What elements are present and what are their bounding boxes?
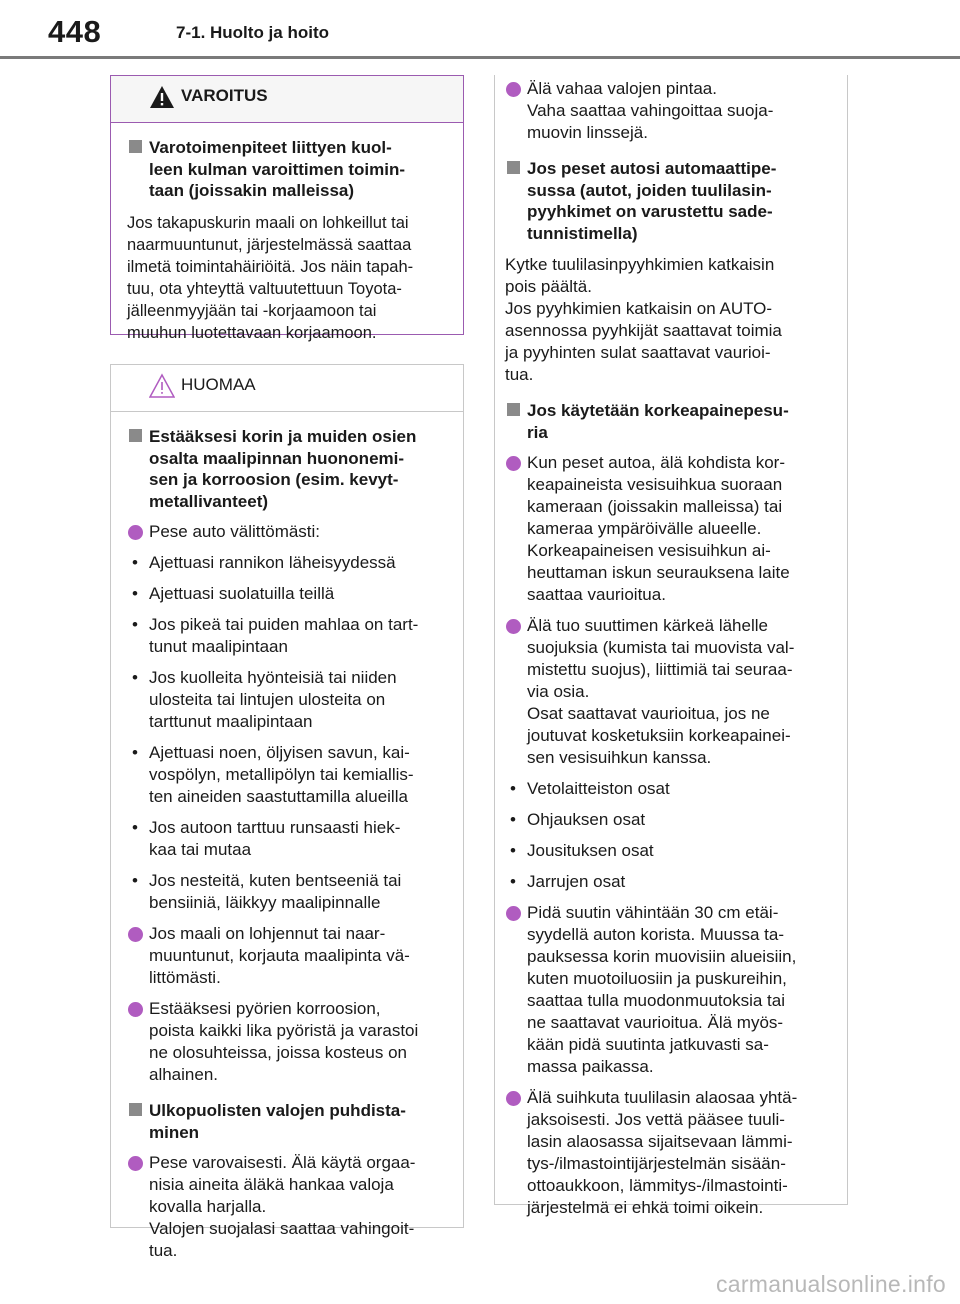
notice-bullet-text: Jarrujen osat [527,872,626,891]
circle-bullet-icon [128,525,143,540]
square-marker-icon [507,161,520,174]
notice-bullet-text: Ajettuasi suolatuilla teillä [149,584,335,603]
dash-bullet-icon: • [132,743,138,762]
notice-heading-2 [127,1100,447,1143]
notice-box-header [111,365,463,412]
notice-box [110,364,464,1260]
warning-text: Jos takapuskurin maali on lohkeillut tai naarmuuntunut, järjestelmässä saattaa ilmetä toimintahäiriöitä. Jos näin tapah- tuu, ota yhteyttä valtuutettuun Toyota- jälleenmyyjään tai -korjaamoon tai muuhun luotettavaan korjaamoon. [127,213,414,342]
notice-bullet-text: Jos pikeä tai puiden mahlaa on tart- tunut maalipintaan [149,615,419,656]
notice-bullet-text: Jos kuolleita hyönteisiä tai niiden ulosteita tai lintujen ulosteita on tarttunut maalipintaan [149,668,397,731]
square-marker-icon [129,429,142,442]
notice-item [505,1087,833,1219]
page-header [0,0,960,60]
warning-body [111,137,463,344]
dash-bullet-icon: • [132,818,138,837]
notice-heading-2-text: Ulkopuolisten valojen puhdista- minen [149,1101,406,1142]
dash-bullet-icon: • [510,779,516,798]
notice-bullet [127,583,447,605]
circle-bullet-icon [506,82,521,97]
notice-body [111,426,463,1262]
circle-bullet-icon [128,1156,143,1171]
warning-heading-text: Varotoimenpiteet liittyen kuol- leen kulman varoittimen toimin- taan (joissakin malleissa) [149,138,405,200]
notice-bullet [505,778,833,800]
notice-item [127,998,447,1086]
notice-heading-3-text: Jos peset autosi automaattipe- sussa (autot, joiden tuulilasin- pyyhkimet on varustettu sade- tunnistimella) [527,159,777,243]
watermark: carmanualsonline.info [715,1271,946,1297]
dash-bullet-icon: • [132,584,138,603]
caution-triangle-icon [149,373,175,399]
header-divider [0,56,960,59]
warning-triangle-icon [149,84,175,110]
notice-item [505,902,833,1078]
notice-heading-3 [505,158,833,244]
notice-bullet [127,742,447,808]
notice-bullet-text: Ajettuasi noen, öljyisen savun, kai- vospölyn, metallipölyn tai kemiallis- ten aineiden saastuttamilla alueilla [149,743,414,806]
notice-item-text: Pese varovaisesti. Älä käytä orgaa- nisia aineita äläkä hankaa valoja kovalla harjalla. Valojen suojalasi saattaa vahingoit- tua. [149,1153,416,1260]
notice-item-text: Pidä suutin vähintään 30 cm etäi- syydellä auton korista. Muussa ta- pauksessa korin muovisiin alueisiin, kuten muotoiluosiin ja puskureihin, saattaa tulla muodonmuutoksia tai ne saattavat vaurioitua. Älä myös- kään pidä suutinta jatkuvasti sa- massa paikassa. [527,903,797,1076]
notice-item-text: Kun peset autoa, älä kohdista kor- keapaineista vesisuihkua suoraan kameraan (joissakin malleissa) tai kameraa ympäröivälle alueelle. Korkeapaineisen vesisuihkun ai- heuttaman iskun seurauksena laite saattaa vaurioitua. [527,453,790,604]
notice-bullet-text: Ajettuasi rannikon läheisyydessä [149,553,396,572]
dash-bullet-icon: • [510,841,516,860]
square-marker-icon [507,403,520,416]
dash-bullet-icon: • [132,871,138,890]
section-title: 7-1. Huolto ja hoito [176,23,329,42]
circle-bullet-icon [506,456,521,471]
notice-title: HUOMAA [181,375,256,394]
dash-bullet-icon: • [132,553,138,572]
circle-bullet-icon [128,927,143,942]
notice-item [505,78,833,144]
notice-bullet [505,840,833,862]
notice-item [127,521,447,543]
notice-item [127,923,447,989]
square-marker-icon [129,1103,142,1116]
notice-bullet [127,870,447,914]
notice-continuation [494,75,848,1217]
notice-item-text: Älä suihkuta tuulilasin alaosaa yhtä- jaksoisesti. Jos vettä pääsee tuuli- lasin alaosassa sijaitsevaan lämmi- tys-/ilmastointijärjestelmän sisään- ottoaukkoon, lämmitys-/ilmastointi- järjestelmä ei ehkä toimi oikein. [527,1088,798,1217]
warning-box-header [111,76,463,123]
circle-bullet-icon [506,906,521,921]
dash-bullet-icon: • [132,615,138,634]
notice-bullet [127,552,447,574]
square-marker-icon [129,140,142,153]
notice-heading-4-text: Jos käytetään korkeapainepesu- ria [527,401,789,442]
notice-bullet [505,871,833,893]
circle-bullet-icon [506,619,521,634]
page-number: 448 [48,14,102,49]
notice-bullet-text: Ohjauksen osat [527,810,646,829]
notice-bullet-text: Jos nesteitä, kuten bentseeniä tai bensiiniä, läikkyy maalipinnalle [149,871,402,912]
notice-heading-1 [127,426,447,512]
notice-bullet-text: Jousituksen osat [527,841,654,860]
warning-box [110,75,464,342]
notice-item-text: Älä vahaa valojen pintaa. Vaha saattaa vahingoittaa suoja- muovin linssejä. [527,79,774,142]
dash-bullet-icon: • [510,872,516,891]
notice-heading-1-text: Estääksesi korin ja muiden osien osalta maalipinnan huononemi- sen ja korroosion (esim. kevyt- metallivanteet) [149,427,417,511]
warning-heading [127,137,447,202]
notice-item-text: Jos maali on lohjennut tai naar- muuntunut, korjauta maalipinta vä- littömästi. [149,924,410,987]
notice-bullet [505,809,833,831]
notice-item-text: Pese auto välittömästi: [149,522,321,541]
notice-paragraph: Kytke tuulilasinpyyhkimien katkaisin pois päältä. Jos pyyhkimien katkaisin on AUTO- asennossa pyyhkijät saattavat toimia ja pyyhinten sulat saattavat vaurioi- tua. [505,255,782,384]
circle-bullet-icon [128,1002,143,1017]
notice-item [127,1152,447,1262]
circle-bullet-icon [506,1091,521,1106]
notice-bullet-text: Jos autoon tarttuu runsaasti hiek- kaa tai mutaa [149,818,401,859]
notice-item-text: Estääksesi pyörien korroosion, poista kaikki lika pyöristä ja varastoi ne olosuhteissa, joissa kosteus on alhainen. [149,999,419,1084]
notice-bullet [127,817,447,861]
warning-title: VAROITUS [181,86,268,105]
notice-bullet-text: Vetolaitteiston osat [527,779,670,798]
dash-bullet-icon: • [132,668,138,687]
dash-bullet-icon: • [510,810,516,829]
notice-bullet [127,614,447,658]
notice-item [505,615,833,769]
notice-item-text: Älä tuo suuttimen kärkeä lähelle suojuksia (kumista tai muovista val- mistettu suojus), liittimiä tai seuraa- via osia. Osat saattavat vaurioitua, jos ne joutuvat kosketuksiin korkeapainei- sen vesisuihkun kanssa. [527,616,795,767]
notice-item [505,452,833,606]
notice-bullet [127,667,447,733]
notice-heading-4 [505,400,833,443]
